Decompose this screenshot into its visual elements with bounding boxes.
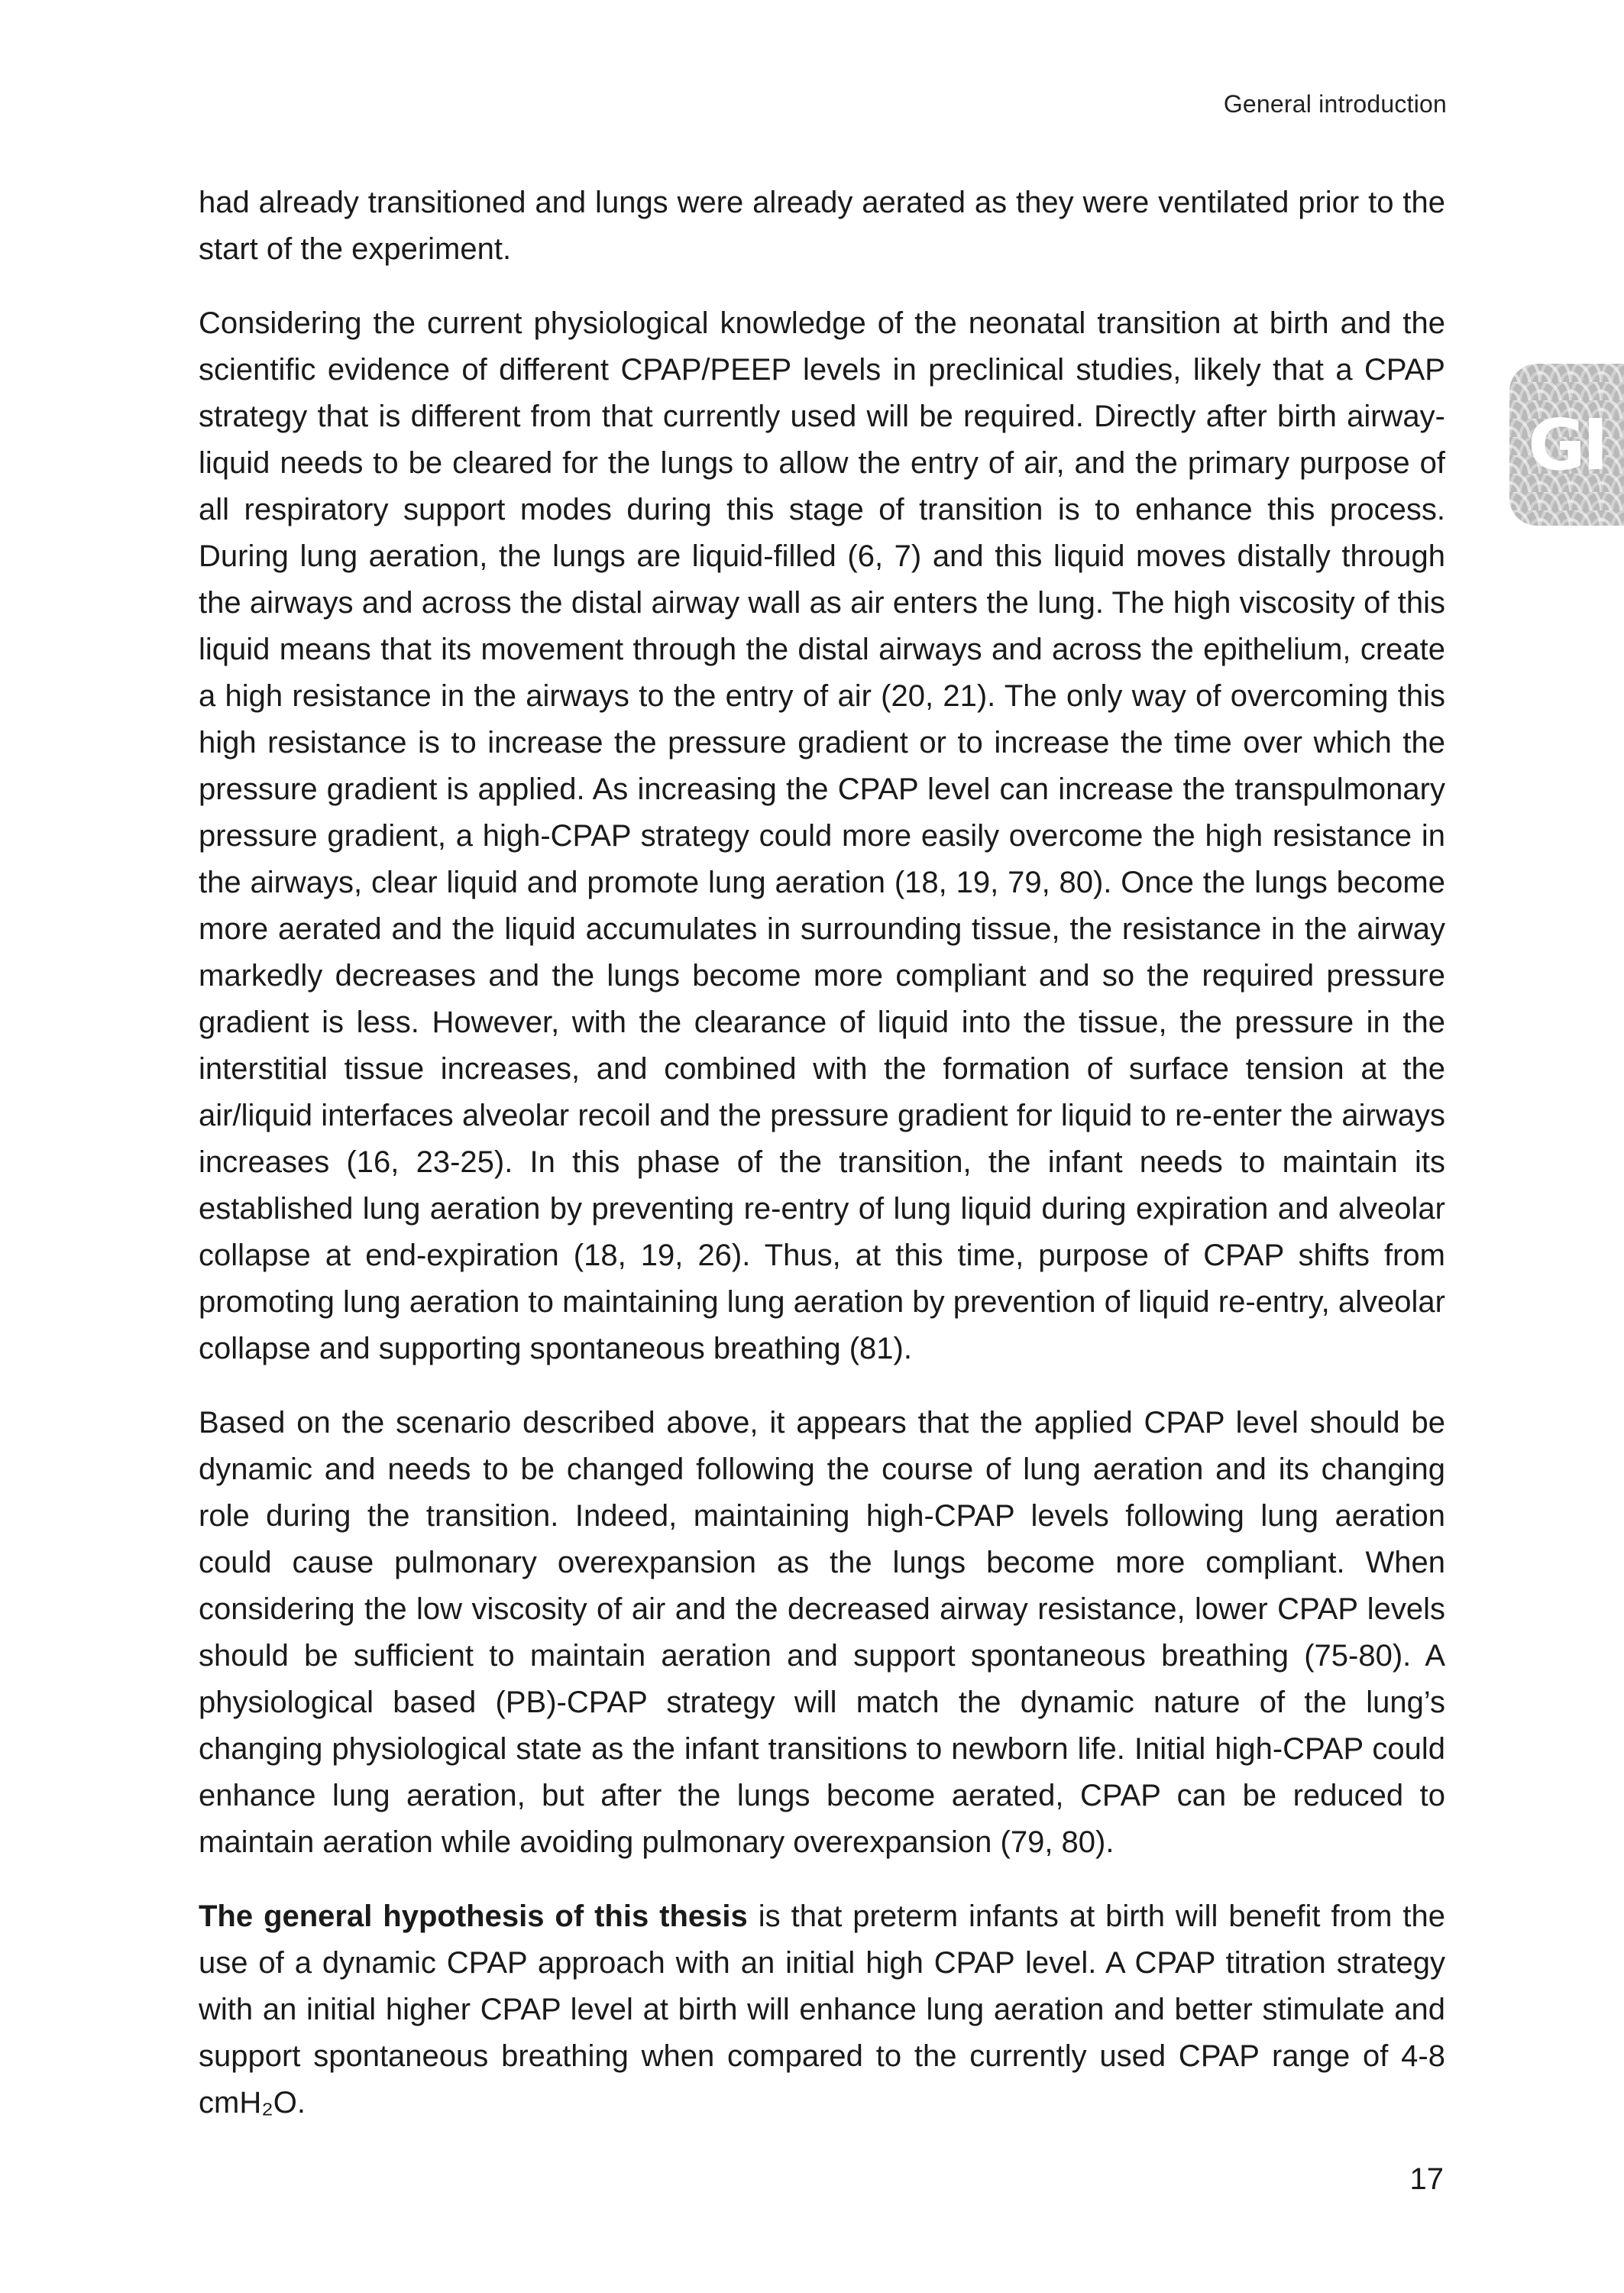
paragraph-3: Based on the scenario described above, it appears that the applied CPAP level should be dynamic and needs to be changed following the course of lung aeration and its changing role during the transition. Indeed, maintaining high-CPAP levels following lung aeration could cause pulmonary overexpansion as the lungs become more compliant. When considering the low viscosity of air and the decreased airway resistance, lower CPAP levels should be sufficient to maintain aeration and support spontaneous breathing (75-80). A physiological based (PB)-CPAP strategy will match the dynamic nature of the lung’s changing physiological state as the infant transitions to newborn life. Initial high-CPAP could enhance lung aeration, but after the lungs become aerated, CPAP can be reduced to maintain aeration while avoiding pulmonary overexpansion (79, 80). (199, 1406, 1445, 1859)
chapter-thumb-tab (1509, 364, 1624, 526)
body-text (199, 180, 1445, 2154)
hypothesis-paragraph (199, 1893, 1445, 2126)
paragraph-1: had already transitioned and lungs were already aerated as they were ventilated prior to the start of the experiment. (199, 186, 1445, 266)
paragraph-2: Considering the current physiological knowledge of the neonatal transition at birth and the scientific evidence of different CPAP/PEEP levels in preclinical studies, likely that a CPAP strategy that is different from that currently used will be required. Directly after birth airway-liquid needs to be cleared for the lungs to allow the entry of air, and the primary purpose of all respiratory support modes during this stage of transition is to enhance this process. During lung aeration, the lungs are liquid-filled (6, 7) and this liquid moves distally through the airways and across the distal airway wall as air enters the lung. The high viscosity of this liquid means that its movement through the distal airways and across the epithelium, create a high resistance in the airways to the entry of air (20, 21). The only way of overcoming this high resistance is to increase the pressure gradient or to increase the time over which the pressure gradient is applied. As increasing the CPAP level can increase the transpulmonary pressure gradient, a high-CPAP strategy could more easily overcome the high resistance in the airways, clear liquid and promote lung aeration (18, 19, 79, 80). Once the lungs become more aerated and the liquid accumulates in surrounding tissue, the resistance in the airway markedly decreases and the lungs become more compliant and so the required pressure gradient is less. However, with the clearance of liquid into the tissue, the pressure in the interstitial tissue increases, and combined with the formation of surface tension at the air/liquid interfaces alveolar recoil and the pressure gradient for liquid to re-enter the airways increases (16, 23-25). In this phase of the transition, the infant needs to maintain its established lung aeration by preventing re-entry of lung liquid during expiration and alveolar collapse at end-expiration (18, 19, 26). Thus, at this time, purpose of CPAP shifts from promoting lung aeration to maintaining lung aeration by prevention of liquid re-entry, alveolar collapse and supporting spontaneous breathing (81). (199, 306, 1445, 1365)
chapter-tab-label: GI (1528, 403, 1606, 486)
hypothesis-lead: The general hypothesis of this thesis (199, 1899, 748, 1933)
hypothesis-text: is that preterm infants at birth will benefit from the use of a dynamic CPAP approach with an initial high CPAP level. A CPAP titration strategy with an initial higher CPAP level at birth will enhance lung aeration and better stimulate and support spontaneous breathing when compared to the currently used CPAP range of 4-8 cmH₂O. (199, 1899, 1446, 2120)
running-header: General introduction (1223, 90, 1447, 118)
page-number: 17 (1409, 2162, 1444, 2196)
